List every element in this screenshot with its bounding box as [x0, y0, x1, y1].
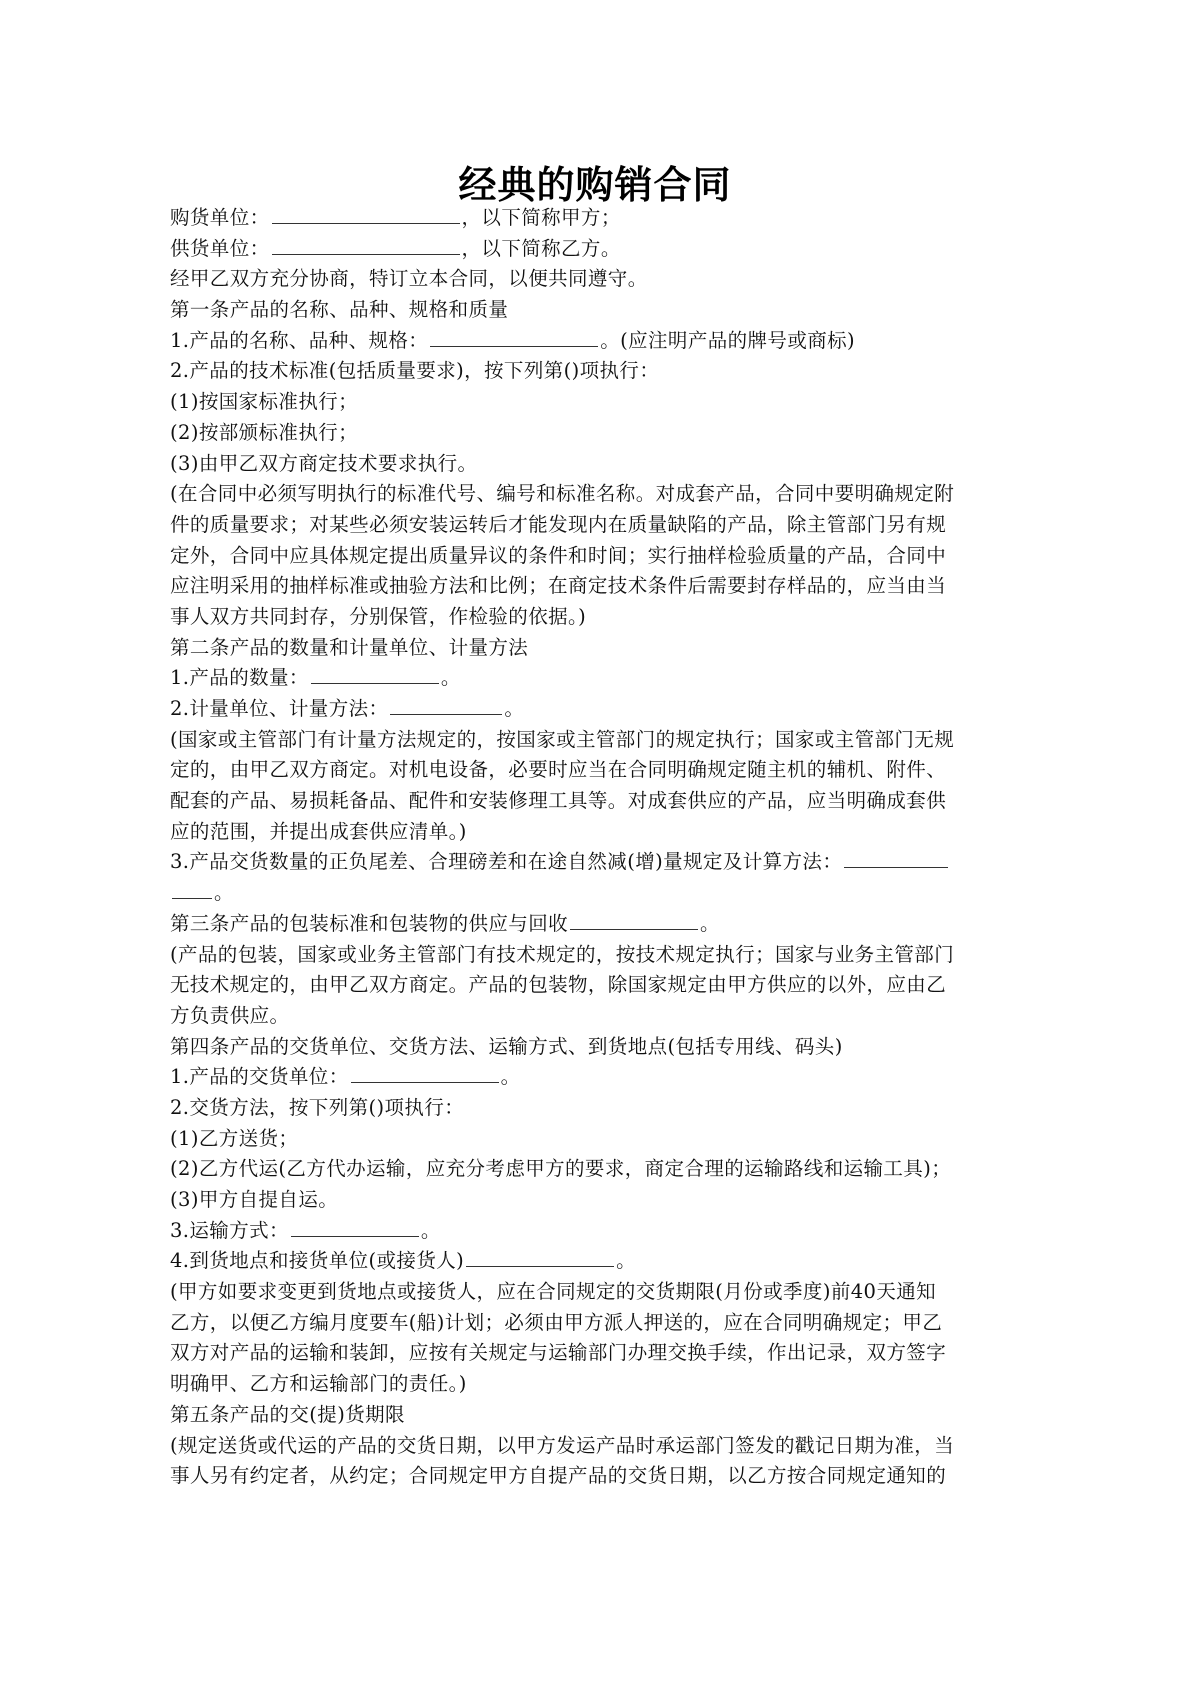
- line-text: 第三条产品的包装标准和包装物的供应与回收: [170, 911, 569, 935]
- document-line: [170, 1431, 1020, 1462]
- document-line: [170, 663, 1020, 694]
- line-text-after-blank: 。: [420, 1218, 441, 1242]
- line-text: 1.产品的名称、品种、规格：: [170, 328, 429, 352]
- line-text: 第二条产品的数量和计量单位、计量方法: [170, 635, 529, 659]
- document-line: [170, 909, 1020, 940]
- fill-in-blank[interactable]: [466, 1248, 614, 1267]
- line-text: (规定送货或代运的产品的交货日期，以甲方发运产品时承运部门签发的戳记日期为准，当: [170, 1433, 955, 1457]
- document-line: [170, 541, 1020, 572]
- document-line: [170, 970, 1020, 1001]
- document-body: [170, 203, 1020, 1492]
- line-text: 配套的产品、易损耗备品、配件和安装修理工具等。对成套供应的产品，应当明确成套供: [170, 789, 947, 813]
- line-text: (1)按国家标准执行；: [170, 390, 359, 414]
- line-text: 经甲乙双方充分协商，特订立本合同，以便共同遵守。: [170, 267, 648, 291]
- line-text-after-blank: 。: [214, 881, 234, 905]
- line-text: 2.计量单位、计量方法：: [170, 697, 389, 720]
- line-text: 第一条产品的名称、品种、规格和质量: [170, 298, 509, 322]
- line-text: 1.产品的交货单位：: [170, 1065, 349, 1089]
- line-text: (甲方如要求变更到货地点或接货人，应在合同规定的交货期限(月份或季度)前40天通知: [170, 1280, 937, 1304]
- document-line: [170, 878, 1020, 909]
- fill-in-blank[interactable]: [430, 328, 598, 347]
- line-text: 无技术规定的，由甲乙双方商定。产品的包装物，除国家规定由甲方供应的以外，应由乙: [170, 973, 947, 997]
- line-text: 双方对产品的运输和装卸，应按有关规定与运输部门办理交换手续，作出记录，双方签字: [170, 1341, 947, 1365]
- document-line: [170, 1461, 1020, 1492]
- document-title: 经典的购销合同: [458, 163, 732, 207]
- line-text-after-blank: 。: [504, 697, 525, 720]
- line-text: (3)由甲乙双方商定技术要求执行。: [170, 451, 478, 475]
- line-text: (1)乙方送货；: [170, 1126, 299, 1150]
- line-text: (2)乙方代运(乙方代办运输，应充分考虑甲方的要求，商定合理的运输路线和运输工具)；: [170, 1157, 952, 1181]
- document-line: [170, 571, 1020, 602]
- document-line: [170, 694, 1020, 725]
- document-line: [170, 1032, 1020, 1063]
- document-line: [170, 1001, 1020, 1032]
- document-line: [170, 1338, 1020, 1369]
- document-line: [170, 295, 1020, 326]
- document-line: [170, 387, 1020, 418]
- fill-in-blank[interactable]: [844, 849, 948, 868]
- line-text: 供货单位：: [170, 236, 270, 260]
- line-text: 明确甲、乙方和运输部门的责任。): [170, 1372, 467, 1396]
- document-line: [170, 1185, 1020, 1216]
- fill-in-blank[interactable]: [311, 665, 439, 684]
- line-text-after-blank: 。: [700, 911, 720, 935]
- document-line: [170, 725, 1020, 756]
- line-text: 4.到货地点和接货单位(或接货人): [170, 1249, 465, 1273]
- document-line: [170, 1246, 1020, 1277]
- document-line: [170, 234, 1020, 265]
- document-line: [170, 817, 1020, 848]
- document-line: [170, 786, 1020, 817]
- document-line: [170, 1369, 1020, 1400]
- line-text-after-blank: 。(应注明产品的牌号或商标): [600, 328, 856, 352]
- document-line: [170, 633, 1020, 664]
- line-text: 1.产品的数量：: [170, 666, 309, 690]
- document-line: [170, 510, 1020, 541]
- line-text-after-blank: 。: [500, 1065, 521, 1089]
- line-text: 应的范围，并提出成套供应清单。): [170, 819, 467, 843]
- document-line: [170, 1093, 1020, 1124]
- document-line: [170, 1277, 1020, 1308]
- document-line: [170, 203, 1020, 234]
- line-text: (在合同中必须写明执行的标准代号、编号和标准名称。对成套产品，合同中要明确规定附: [170, 482, 955, 506]
- document-line: [170, 479, 1020, 510]
- document-line: [170, 418, 1020, 449]
- document-line: [170, 1062, 1020, 1093]
- line-text-after-blank: 。: [440, 666, 461, 690]
- line-text: (国家或主管部门有计量方法规定的，按国家或主管部门的规定执行；国家或主管部门无规: [170, 727, 955, 751]
- document-line: [170, 847, 1020, 878]
- line-text: 事人双方共同封存，分别保管，作检验的依据。): [170, 604, 587, 628]
- line-text: (2)按部颁标准执行；: [170, 420, 359, 444]
- line-text: 2.交货方法，按下列第()项执行：: [170, 1095, 465, 1119]
- line-text: 应注明采用的抽样标准或抽验方法和比例；在商定技术条件后需要封存样品的，应当由当: [170, 574, 947, 598]
- document-line: [170, 264, 1020, 295]
- document-line: [170, 1308, 1020, 1339]
- document-line: [170, 940, 1020, 971]
- document-line: [170, 755, 1020, 786]
- document-line: [170, 1124, 1020, 1155]
- line-text: 定外，合同中应具体规定提出质量异议的条件和时间；实行抽样检验质量的产品，合同中: [170, 543, 947, 567]
- fill-in-blank[interactable]: [291, 1218, 419, 1237]
- line-text: 第四条产品的交货单位、交货方法、运输方式、到货地点(包括专用线、码头): [170, 1034, 843, 1058]
- line-text: 3.运输方式：: [170, 1218, 289, 1242]
- line-text: 方负责供应。: [170, 1003, 290, 1027]
- line-text: 购货单位：: [170, 206, 270, 229]
- fill-in-blank[interactable]: [272, 236, 460, 255]
- document-line: [170, 1154, 1020, 1185]
- document-line: [170, 1400, 1020, 1431]
- document-line: [170, 356, 1020, 387]
- line-text: 第五条产品的交(提)货期限: [170, 1402, 405, 1426]
- fill-in-blank[interactable]: [390, 696, 502, 715]
- line-text: (产品的包装，国家或业务主管部门有技术规定的，按技术规定执行；国家与业务主管部门: [170, 942, 955, 966]
- line-text: 乙方，以便乙方编月度要车(船)计划；必须由甲方派人押送的，应在合同明确规定；甲乙: [170, 1310, 943, 1334]
- line-text-after-blank: 。: [616, 1249, 637, 1273]
- document-line: [170, 326, 1020, 357]
- fill-in-blank[interactable]: [570, 911, 698, 930]
- line-text: (3)甲方自提自运。: [170, 1188, 339, 1211]
- line-text-after-blank: ，以下简称甲方；: [461, 206, 621, 229]
- line-text: 3.产品交货数量的正负尾差、合理磅差和在途自然减(增)量规定及计算方法：: [170, 850, 843, 874]
- fill-in-blank[interactable]: [351, 1064, 499, 1083]
- fill-in-blank[interactable]: [172, 880, 212, 899]
- document-line: [170, 449, 1020, 480]
- line-text: 定的，由甲乙双方商定。对机电设备，必要时应当在合同明确规定随主机的辅机、附件、: [170, 758, 947, 782]
- fill-in-blank[interactable]: [272, 205, 460, 224]
- line-text: 件的质量要求；对某些必须安装运转后才能发现内在质量缺陷的产品，除主管部门另有规: [170, 512, 947, 536]
- document-line: [170, 602, 1020, 633]
- line-text-after-blank: ，以下简称乙方。: [461, 236, 621, 260]
- document-line: [170, 1216, 1020, 1247]
- line-text: 2.产品的技术标准(包括质量要求)，按下列第()项执行：: [170, 359, 660, 383]
- line-text: 事人另有约定者，从约定；合同规定甲方自提产品的交货日期，以乙方按合同规定通知的: [170, 1464, 947, 1488]
